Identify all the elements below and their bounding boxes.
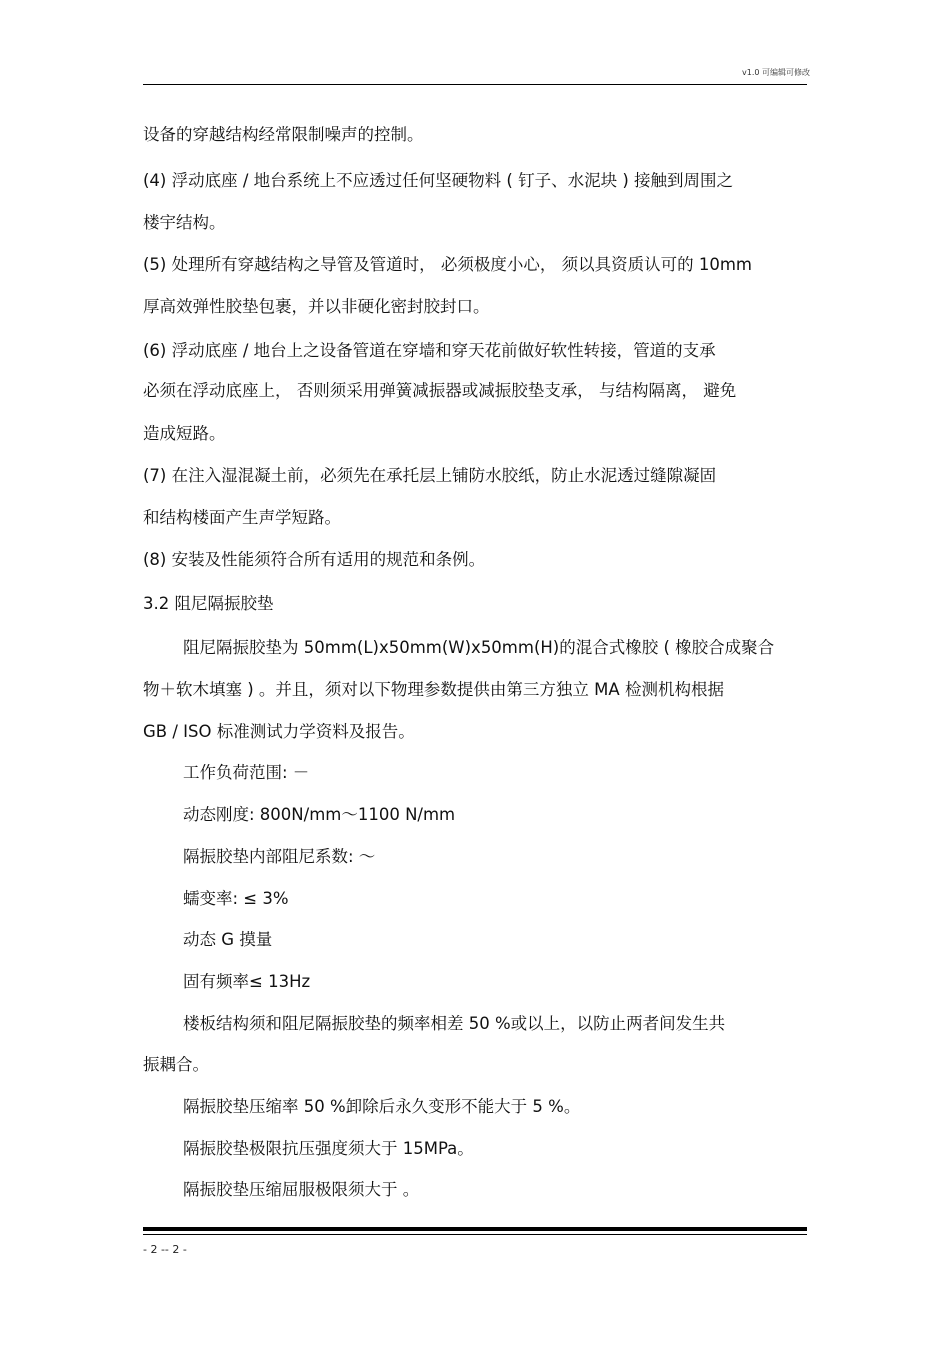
body-line: 造成短路。 (143, 424, 226, 443)
body-line: 隔振胶垫压缩屈服极限须大于 。 (183, 1180, 420, 1199)
body-line: 隔振胶垫压缩率 50 %卸除后永久变形不能大于 5 %。 (183, 1097, 581, 1116)
body-line: 必须在浮动底座上， 否则须采用弹簧减振器或减振胶垫支承， 与结构隔离， 避免 (143, 381, 737, 400)
body-line: (5) 处理所有穿越结构之导管及管道时， 必须极度小心， 须以具资质认可的 10mm (143, 255, 752, 274)
body-line: 隔振胶垫极限抗压强度须大于 15MPa。 (183, 1139, 474, 1158)
body-line: (7) 在注入湿混凝土前，必须先在承托层上铺防水胶纸，防止水泥透过缝隙凝固 (143, 466, 717, 485)
footer-rule-thick (143, 1227, 807, 1231)
spec-item: 蠕变率: ≤ 3% (183, 889, 289, 908)
body-line: 厚高效弹性胶垫包裹，并以非硬化密封胶封口。 (143, 297, 490, 316)
body-line: 振耦合。 (143, 1055, 209, 1074)
body-line: 物＋软木填塞 ) 。并且，须对以下物理参数提供由第三方独立 MA 检测机构根据 (143, 680, 724, 699)
body-line: (6) 浮动底座 / 地台上之设备管道在穿墙和穿天花前做好软性转接，管道的支承 (143, 341, 716, 360)
body-line: 和结构楼面产生声学短路。 (143, 508, 341, 527)
body-line: 阻尼隔振胶垫为 50mm(L)x50mm(W)x50mm(H)的混合式橡胶 ( 橡胶合成聚合 (183, 638, 775, 657)
body-line: 楼板结构须和阻尼隔振胶垫的频率相差 50 %或以上，以防止两者间发生共 (183, 1014, 726, 1033)
spec-item: 工作负荷范围: － (183, 763, 310, 782)
spec-item: 动态刚度: 800N/mm～1100 N/mm (183, 805, 456, 824)
body-line: (4) 浮动底座 / 地台系统上不应透过任何坚硬物料 ( 钉子、水泥块 ) 接触到周围之 (143, 171, 734, 190)
footer-rule-thin (143, 1234, 807, 1235)
spec-item: 固有频率≤ 13Hz (183, 972, 311, 991)
section-heading: 3.2 阻尼隔振胶垫 (143, 594, 274, 613)
body-line: 设备的穿越结构经常限制噪声的控制。 (143, 125, 424, 144)
spec-item: 动态 G 摸量 (183, 930, 273, 949)
body-line: (8) 安装及性能须符合所有适用的规范和条例。 (143, 550, 486, 569)
header-version-note: v1.0 可编辑可修改 (742, 68, 810, 77)
spec-item: 隔振胶垫内部阻尼系数: ～ (183, 847, 376, 866)
body-line: GB / ISO 标准测试力学资料及报告。 (143, 722, 415, 741)
header-rule (143, 84, 807, 85)
page-number: - 2 -- 2 - (143, 1243, 187, 1256)
body-line: 楼宇结构。 (143, 213, 226, 232)
